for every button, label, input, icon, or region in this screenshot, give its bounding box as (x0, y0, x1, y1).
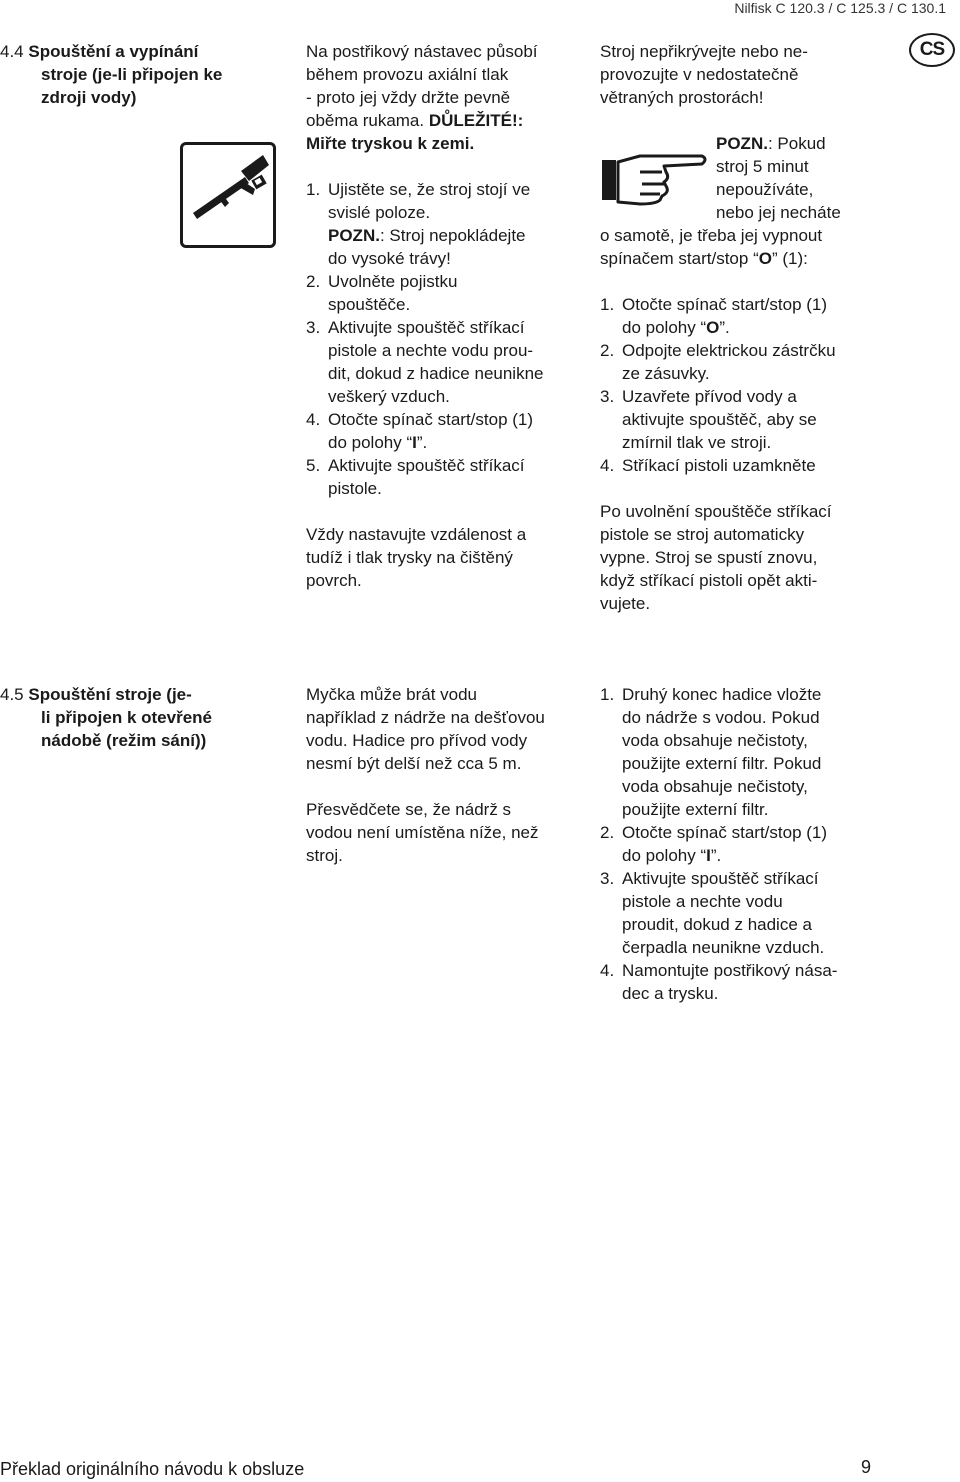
warning-line: větraných prostorách! (600, 88, 764, 107)
title-line: li připojen k otevřené (41, 708, 212, 727)
paragraph-line: například z nádrže na dešťovou (306, 708, 545, 727)
closing-line: když stříkací pistoli opět akti- (600, 571, 818, 590)
paragraph-line: vodou není umístěna níže, než (306, 823, 539, 842)
section-4-4-right-lower (600, 224, 900, 615)
section-4-5-right-column (600, 683, 900, 1005)
note-item: POZN.: Stroj nepokládejte do vysoké trávy! (328, 226, 526, 268)
closing-line: pistole se stroj automaticky (600, 525, 805, 544)
section-4-5-title (0, 683, 260, 752)
list-item: 5. Aktivujte spouštěč stříkací pistole. (306, 456, 525, 498)
start-steps-list (306, 178, 586, 500)
list-item: 4. Stříkací pistoli uzamkněte (600, 456, 816, 475)
list-item: 4. Namontujte postřikový násа- dec a trysku. (600, 961, 838, 1003)
section-4-4-right-column (600, 40, 900, 109)
closing-line: Vždy nastavujte vzdálenost a (306, 525, 527, 544)
warning-line: Stroj nepřikrývejte nebo ne- (600, 42, 808, 61)
closing-line: Po uvolnění spouštěče stříkací (600, 502, 832, 521)
title-line: Spouštění stroje (je- (28, 685, 192, 704)
note-line: POZN.: Pokud (716, 134, 826, 153)
header-model: Nilfisk C 120.3 / C 125.3 / C 130.1 (734, 0, 946, 16)
suction-steps-list (600, 683, 900, 1005)
intro-line-with-important: oběma rukama. DŮLEŽITÉ!: (306, 111, 524, 130)
closing-line: tudíž i tlak trysky na čištěný (306, 548, 513, 567)
list-item: 4. Otočte spínač start/stop (1) do polohy “I”. (306, 410, 534, 452)
note-beside-hand (716, 132, 916, 224)
intro-line: - proto jej vždy držte pevně (306, 88, 511, 107)
note-label: POZN. (716, 134, 768, 153)
title-line: nádobě (režim sání)) (41, 731, 207, 750)
note-line: spínačem start/stop “O” (1): (600, 249, 808, 268)
paragraph-line: nesmí být delší než cca 5 m. (306, 754, 522, 773)
note-line: stroj 5 minut (716, 157, 809, 176)
section-4-4-title (0, 40, 260, 109)
closing-line: vujete. (600, 594, 651, 613)
section-number: 4.5 (0, 685, 24, 704)
paragraph-line: Myčka může brát vodu (306, 685, 478, 704)
section-4-4-middle-column (306, 40, 586, 592)
section-4-5-middle-column (306, 683, 591, 867)
footer-title: Překlad originálního návodu k obsluze (0, 1459, 305, 1479)
list-item: 2. Odpojte elektrickou zástrčku ze zásuvky. (600, 341, 836, 383)
title-line: zdroji vody) (41, 88, 137, 107)
note-label: POZN. (328, 226, 380, 245)
intro-line: Na postřikový nástavec působí (306, 42, 538, 61)
closing-line: vypne. Stroj se spustí znovu, (600, 548, 818, 567)
pointing-hand-icon (600, 150, 708, 208)
paragraph-line: Přesvědčete se, že nádrž s (306, 800, 512, 819)
title-line: stroje (je-li připojen ke (41, 65, 223, 84)
note-line: o samotě, je třeba jej vypnout (600, 226, 823, 245)
intro-line: během provozu axiální tlak (306, 65, 509, 84)
list-item: 1. Otočte spínač start/stop (1) do polohy “O”. (600, 295, 828, 337)
warning-line: provozujte v nedostatečně (600, 65, 799, 84)
list-item: 2. Otočte spínač start/stop (1) do polohy “I”. (600, 823, 828, 865)
closing-line: povrch. (306, 571, 362, 590)
list-item: 2. Uvolněte pojistku spouštěče. (306, 272, 458, 314)
list-item: 1. Ujistěte se, že stroj stojí ve svislé poloze. (306, 180, 531, 222)
title-line: Spouštění a vypínání (28, 42, 199, 61)
language-badge: CS (909, 33, 955, 67)
section-number: 4.4 (0, 42, 24, 61)
stop-steps-list (600, 293, 900, 477)
paragraph-line: stroj. (306, 846, 343, 865)
note-line: nepoužíváte, (716, 180, 814, 199)
page-number: 9 (861, 1457, 872, 1477)
paragraph-line: vodu. Hadice pro přívod vody (306, 731, 528, 750)
important-label: DŮLEŽITÉ!: (428, 111, 524, 130)
spray-gun-icon (180, 142, 276, 248)
list-item: 3. Aktivujte spouštěč stříkací pistole a nechte vodu prou- dit, dokud z hadice neunikne veškerý vzduch. (306, 318, 544, 406)
list-item: 1. Druhý konec hadice vložte do nádrže s vodou. Pokud voda obsahuje nečistoty, použijte externí filtr. Pokud voda obsahuje nečistoty, použijte externí filtr. (600, 685, 822, 819)
list-item: 3. Uzavřete přívod vody a aktivujte spouštěč, aby se zmírnil tlak ve stroji. (600, 387, 817, 452)
list-item: 3. Aktivujte spouštěč stříkací pistole a nechte vodu proudit, dokud z hadice a čerpadla neunikne vzduch. (600, 869, 825, 957)
important-text: Miřte tryskou k zemi. (306, 134, 475, 153)
note-line: nebo jej necháte (716, 203, 841, 222)
